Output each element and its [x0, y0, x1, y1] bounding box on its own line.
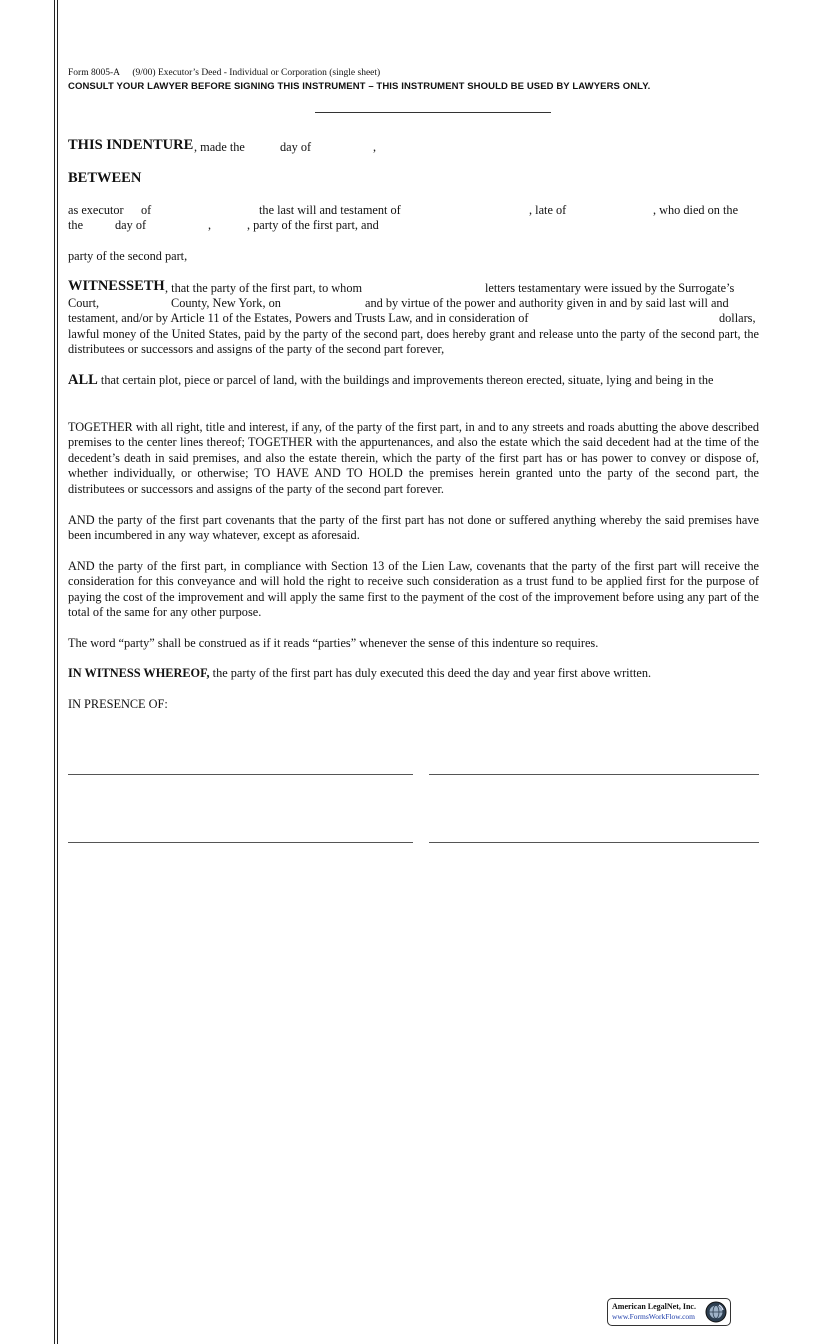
all-heading: ALL: [68, 372, 98, 388]
form-number: Form 8005-A: [68, 68, 120, 78]
the-text: the: [68, 218, 84, 232]
day-of-text: day of: [280, 140, 312, 154]
who-died-text: , who died on the: [653, 203, 739, 217]
witnesseth-line2b: County, New York, on: [171, 296, 281, 310]
form-version: (9/00) Executor’s Deed - Individual or Corporation (single sheet): [132, 68, 381, 78]
witnesseth-rest: lawful money of the United States, paid by the party of the second part, does hereby grant and release unto the party of the second part, the distributees or successors and assigns of the party of the second part forever,: [68, 327, 759, 357]
as-executor-text: as executor: [68, 203, 124, 217]
death-date-comma: ,: [208, 218, 212, 232]
between-heading: BETWEEN: [68, 170, 142, 186]
grantor-signature-line-1[interactable]: [429, 774, 759, 775]
witnesseth-line2a: Court,: [68, 296, 100, 310]
form-identifier: [68, 68, 390, 78]
party-construction-clause: The word “party” shall be construed as if it reads “parties” whenever the sense of this indenture so requires.: [68, 636, 599, 650]
left-margin-rule-inner: [57, 0, 58, 1344]
lawyer-warning: CONSULT YOUR LAWYER BEFORE SIGNING THIS INSTRUMENT – THIS INSTRUMENT SHOULD BE USED BY LAWYERS ONLY.: [68, 81, 651, 92]
made-the-text: , made the: [194, 140, 245, 154]
logo-url: www.FormsWorkFlow.com: [612, 1312, 696, 1321]
death-day-of-text: day of: [115, 218, 147, 232]
date-comma: ,: [373, 140, 377, 154]
grantor-signature-line-2[interactable]: [429, 842, 759, 843]
witness-signature-line-1[interactable]: [68, 774, 413, 775]
header-rule: [315, 112, 551, 113]
witnesseth-line3b: dollars,: [719, 311, 756, 325]
of-text: of: [141, 203, 152, 217]
witnesseth-line2c: and by virtue of the power and authority given in and by said last will and: [365, 296, 729, 310]
in-witness-text: the party of the first part has duly executed this deed the day and year first above written.: [209, 666, 652, 680]
witnesseth-line1b: letters testamentary were issued by the Surrogate’s: [485, 281, 735, 295]
indenture-heading: THIS INDENTURE: [68, 137, 194, 153]
second-party-text: party of the second part,: [68, 249, 188, 263]
logo-company-name: American LegalNet, Inc.: [612, 1302, 696, 1311]
witnesseth-line3a: testament, and/or by Article 11 of the Estates, Powers and Trusts Law, and in consideration of: [68, 311, 529, 325]
first-party-text: , party of the first part, and: [247, 218, 379, 232]
last-will-text: the last will and testament of: [259, 203, 401, 217]
all-clause-text: that certain plot, piece or parcel of land, with the buildings and improvements thereon erected, situate, lying and being in the: [97, 373, 714, 387]
witness-signature-line-2[interactable]: [68, 842, 413, 843]
late-of-text: , late of: [529, 203, 567, 217]
left-margin-rule: [54, 0, 55, 1344]
all-clause: [68, 373, 759, 388]
american-legalnet-logo[interactable]: [607, 1298, 731, 1326]
witnesseth-heading: WITNESSETH: [68, 278, 165, 294]
covenant-lien-law: AND the party of the first part, in compliance with Section 13 of the Lien Law, covenants that the party of the first part will receive the consideration for this conveyance and will hold the right to receive such consideration as a trust fund to be applied first for the purpose of paying the cost of the improvement and will apply the same first to the payment of the cost of the improvement before using any part of the total of the same for any other purpose.: [68, 559, 759, 620]
together-clause: TOGETHER with all right, title and interest, if any, of the party of the first part, in and to any streets and roads abutting the above described premises to the center lines thereof; TOGETHER with the appurtenances, and also the estate which the said decedent had at the time of the decedent’s death in said premises, and also the estate therein, which the party of the first part has or has power to convey or dispose of, whether individually, or otherwise; TO HAVE AND TO HOLD the premises herein granted unto the party of the second part, the distributees or successors and assigns of the party of the second part forever.: [68, 420, 759, 496]
in-witness-clause: [68, 666, 759, 681]
covenant-incumbered: AND the party of the first part covenants that the party of the first part has not done or suffered anything whereby the said premises have been incumbered in any way whatever, except as aforesaid.: [68, 513, 759, 543]
witnesseth-line1a: , that the party of the first part, to whom: [165, 281, 363, 295]
globe-icon: [705, 1301, 727, 1323]
in-witness-heading: IN WITNESS WHEREOF,: [68, 666, 210, 680]
in-presence-label: IN PRESENCE OF:: [68, 697, 168, 711]
